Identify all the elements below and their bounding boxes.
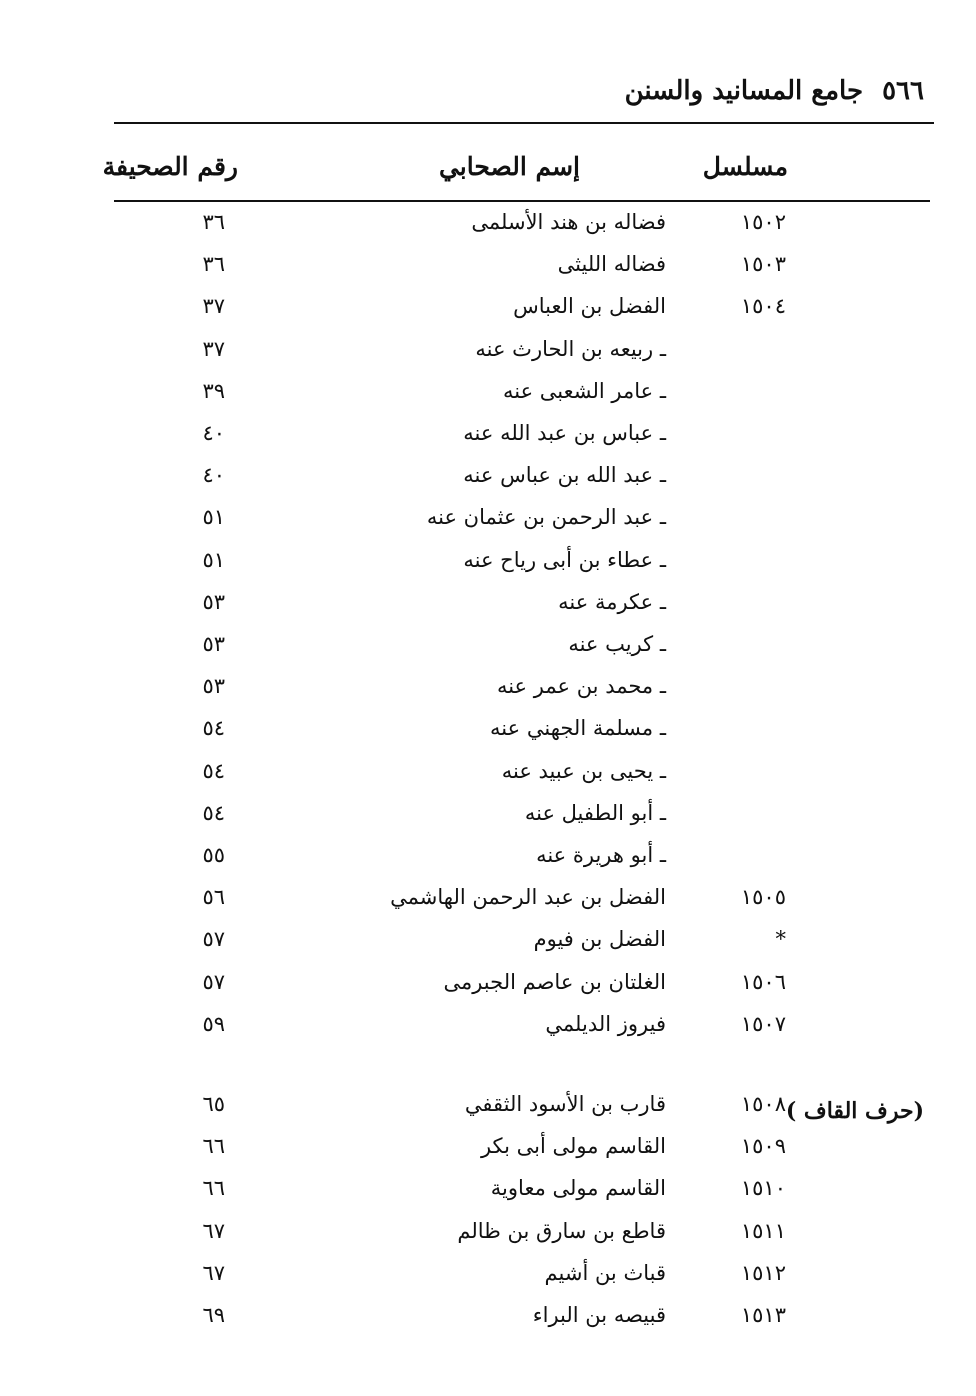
serial-number: *	[775, 927, 786, 952]
page-ref: ٦٩	[202, 1303, 225, 1327]
companion-name: ـ عباس بن عبد الله عنه	[463, 421, 666, 445]
page-ref: ٥٤	[202, 716, 225, 741]
table-row	[0, 1303, 976, 1345]
serial-number: ١٥٠٥	[740, 885, 786, 910]
table-row	[0, 927, 976, 969]
page-ref: ٥٣	[202, 674, 225, 699]
page-ref: ٣٩	[202, 378, 225, 403]
companion-name: القاسم مولى أبى بكر	[480, 1134, 666, 1159]
companion-name: فيروز الديلمي	[545, 1011, 666, 1036]
page-ref: ٤٠	[202, 463, 225, 488]
companion-name: ـ عامر الشعبى عنه	[502, 378, 666, 403]
companion-name: قباث بن أشيم	[544, 1260, 666, 1285]
page-ref: ٦٦	[202, 1176, 225, 1201]
companion-name: القاسم مولى معاوية	[490, 1176, 666, 1201]
table-row	[0, 1261, 976, 1303]
companion-name: قاطع بن سارق بن ظالم	[457, 1218, 666, 1243]
serial-number: ١٥١٣	[740, 1303, 786, 1327]
page-ref: ٦٦	[202, 1134, 225, 1159]
page-ref: ٥١	[202, 547, 225, 572]
page-ref: ٤٠	[202, 421, 225, 445]
companion-name: ـ يحيى بن عبيد عنه	[501, 758, 666, 783]
table-row	[0, 1012, 976, 1054]
page-ref: ٥٣	[202, 589, 225, 614]
table-row	[0, 843, 976, 885]
table-row	[0, 294, 976, 336]
table-row	[0, 505, 976, 547]
table-row	[0, 1176, 976, 1218]
page-ref: ٥٤	[202, 758, 225, 783]
companion-name: الفضل بن فيوم	[533, 927, 666, 952]
column-header-page: رقم الصحيفة	[102, 152, 238, 181]
table-row	[0, 885, 976, 927]
table-row	[0, 1134, 976, 1176]
companion-name: ـ محمد بن عمر عنه	[496, 674, 666, 699]
page-ref: ٥٥	[202, 843, 225, 867]
page-ref: ٥١	[202, 505, 225, 530]
serial-number: ١٥٠٢	[740, 210, 786, 234]
table-row	[0, 970, 976, 1012]
page-ref: ٥٣	[202, 632, 225, 656]
companion-name: ـ عبد الله بن عباس عنه	[463, 463, 666, 488]
table-row	[0, 716, 976, 758]
header-rule	[114, 122, 934, 124]
column-header-serial: مسلسل	[702, 152, 788, 181]
companion-name: ـ ربيعه بن الحارث عنه	[475, 336, 666, 361]
companion-name: ـ أبو هريرة عنه	[536, 843, 666, 867]
serial-number: ١٥١١	[740, 1218, 786, 1243]
table-row	[0, 674, 976, 716]
serial-number: ١٥٠٦	[740, 969, 786, 994]
table-row	[0, 463, 976, 505]
companion-name: الغلتان بن عاصم الجبرمى	[443, 969, 666, 994]
serial-number: ١٥٠٤	[740, 294, 786, 319]
table-row	[0, 632, 976, 674]
table-row	[0, 210, 976, 252]
table-row	[0, 421, 976, 463]
page-ref: ٦٧	[202, 1260, 225, 1285]
companion-name: الفضل بن عبد الرحمن الهاشمي	[390, 885, 666, 910]
page-ref: ٣٦	[202, 210, 225, 234]
companion-name: ـ عكرمة عنه	[558, 589, 666, 614]
table-row	[0, 337, 976, 379]
companion-name: قبيصه بن البراء	[532, 1303, 666, 1327]
table-row	[0, 801, 976, 843]
companion-name: الفضل بن العباس	[513, 294, 666, 319]
column-header-companion: إسم الصحابي	[438, 152, 580, 181]
page-ref: ٣٧	[202, 336, 225, 361]
table-row	[0, 1092, 976, 1134]
table-row	[0, 548, 976, 590]
serial-number: ١٥١٠	[740, 1176, 786, 1201]
running-header	[625, 76, 924, 106]
page-number: ٥٦٦	[882, 76, 924, 106]
page-ref: ٥٧	[202, 969, 225, 994]
page-ref: ٦٥	[202, 1092, 225, 1116]
table-row	[0, 379, 976, 421]
companion-name: ـ عطاء بن أبى رياح عنه	[463, 547, 666, 572]
page-ref: ٥٧	[202, 927, 225, 952]
page-ref: ٣٧	[202, 294, 225, 319]
serial-number: ١٥٠٩	[740, 1134, 786, 1159]
book-title: جامع المسانيد والسنن	[624, 76, 864, 106]
table-row	[0, 1219, 976, 1261]
table-row	[0, 590, 976, 632]
serial-number: ١٥١٢	[740, 1260, 786, 1285]
table-row	[0, 252, 976, 294]
table-row	[0, 759, 976, 801]
page-ref: ٦٧	[202, 1218, 225, 1243]
companion-name: ـ أبو الطفيل عنه	[524, 800, 666, 825]
page-ref: ٣٦	[202, 252, 225, 277]
serial-number: ١٥٠٣	[740, 252, 786, 277]
page-ref: ٥٤	[202, 800, 225, 825]
column-header-rule	[114, 200, 930, 202]
page-ref: ٥٩	[202, 1011, 225, 1036]
companion-name: ـ مسلمة الجهني عنه	[490, 716, 666, 741]
companion-name: قارب بن الأسود الثقفي	[464, 1092, 666, 1116]
companion-name: ـ عبد الرحمن بن عثمان عنه	[426, 505, 666, 530]
serial-number: ١٥٠٧	[740, 1011, 786, 1036]
serial-number: ١٥٠٨	[740, 1092, 786, 1116]
section-label-qaf: (حرف القاف )	[785, 1098, 924, 1124]
companion-name: ـ كريب عنه	[568, 632, 666, 656]
companion-name: فضاله بن هند الأسلمى	[471, 210, 666, 234]
companion-name: فضاله الليثى	[557, 252, 666, 277]
page-ref: ٥٦	[202, 885, 225, 910]
